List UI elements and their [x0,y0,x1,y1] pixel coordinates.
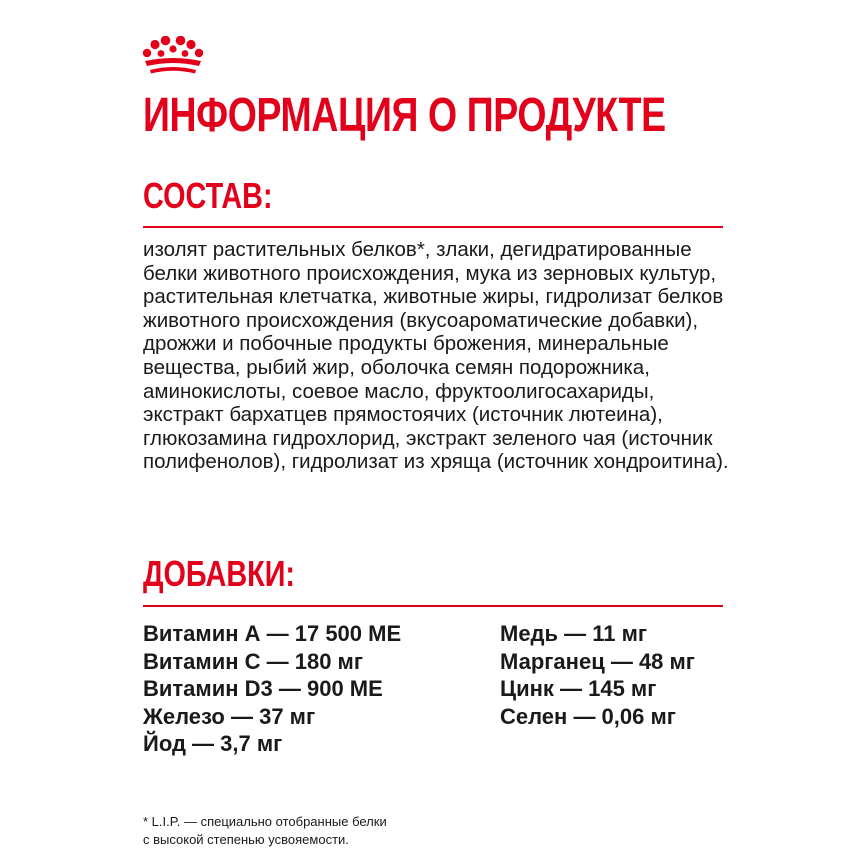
page-title: ИНФОРМАЦИЯ О ПРОДУКТЕ [143,89,666,142]
additive-item: Витамин С — 180 мг [143,648,363,674]
additive-item: Витамин D3 — 900 МЕ [143,676,383,701]
additive-item: Витамин А — 17 500 МЕ [143,621,402,646]
additive-item: Железо — 37 мг [143,703,316,729]
royal-canin-crown-icon [141,36,205,76]
composition-text: изолят растительных белков*, злаки, дегидратированные белки животного происхождения, мука из зерновых культур, растительная клетчатка, животные жиры, гидролизат белков животного происхождения (вкусоароматические добавки), дрожжи и побочные продукты брожения, минеральные вещества, рыбий жир, оболочка семян подорожника, аминокислоты, соевое масло, фруктоолигосахариды, экстракт бархатцев прямостоячих (источник лютеина), глюкозамина гидрохлорид, экстракт зеленого чая (источник полифенолов), гидролизат из хряща (источник хондроитина). [143,238,729,474]
additives-heading: ДОБАВКИ: [143,553,295,594]
additive-item: Марганец — 48 мг [500,648,695,674]
additive-item: Цинк — 145 мг [500,676,657,701]
additives-divider [143,605,723,607]
additives-list-left [143,620,401,758]
additive-item: Йод — 3,7 мг [143,731,283,756]
additive-item: Селен — 0,06 мг [500,703,676,729]
composition-heading: СОСТАВ: [143,175,273,216]
composition-divider [143,226,723,228]
additive-item: Медь — 11 мг [500,621,648,646]
additives-list-right [500,620,695,730]
footnote: * L.I.P. — специально отобранные белки с высокой степенью усвояемости. [143,814,387,847]
